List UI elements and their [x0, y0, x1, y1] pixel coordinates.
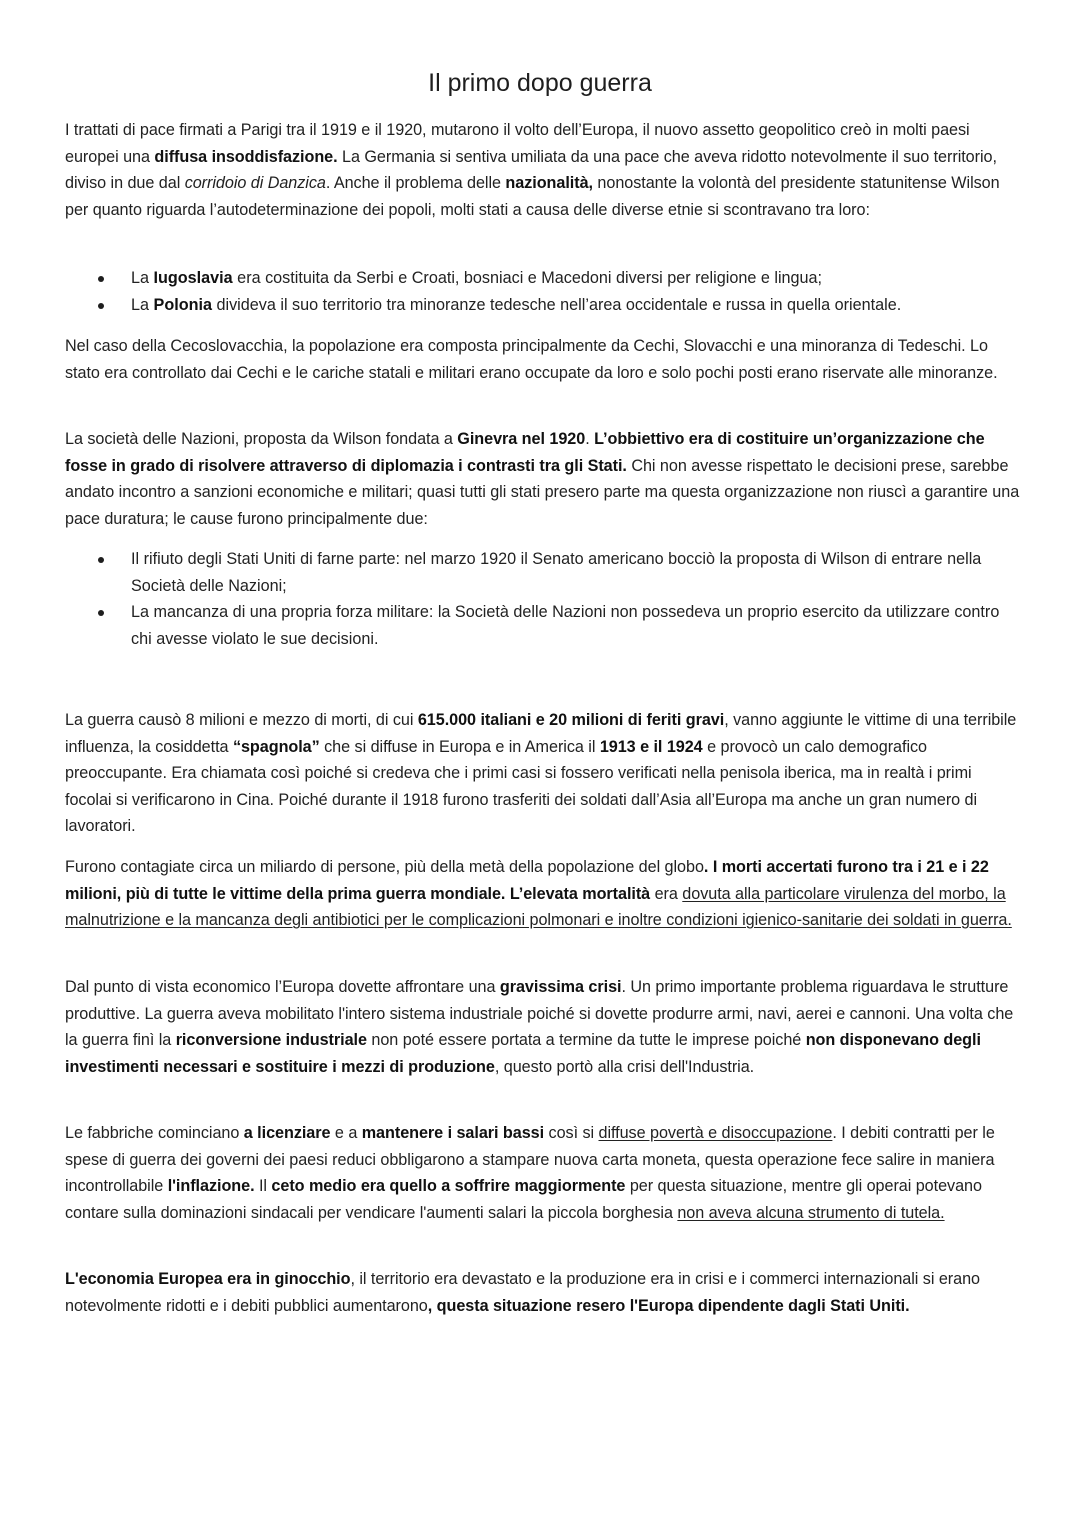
- list-item: [65, 546, 1020, 599]
- text-run: Le fabbriche cominciano: [65, 1124, 244, 1142]
- bold-run: , questa situazione resero l'Europa dipendente dagli Stati Uniti.: [427, 1296, 910, 1315]
- bold-run: ceto medio era quello a soffrire maggiormente: [271, 1177, 626, 1196]
- list-item: [65, 265, 1020, 292]
- bullet-list-causes: [65, 546, 1020, 652]
- bold-run: gravissima crisi: [499, 978, 622, 996]
- bold-run: 1913 e il 1924: [599, 737, 703, 756]
- text-run: . Anche il problema delle: [325, 174, 506, 193]
- text-run: La: [131, 269, 154, 287]
- underlined-run: dovuta alla particolare virulenza del morbo, la malnutrizione e la mancanza degli antibiotici per le complicazioni polmonari e inoltre condizioni igienico-sanitarie dei soldati in guerra.: [65, 884, 1012, 930]
- text-run: La Germania si sentiva umiliata da una pace che aveva ridotto notevolmente il suo territorio, diviso in due dal: [65, 147, 997, 193]
- text-run: divideva il suo territorio tra minoranze tedesche nell’area occidentale e russa in quella orientale.: [211, 295, 902, 314]
- text-run: . I debiti contratti per le spese di guerra dei governi dei paesi reduci obbligarono a stampare nuova carta moneta, questa operazione fece salire in maniera incontrollabile: [65, 1124, 995, 1196]
- list-item: [65, 292, 1020, 319]
- bold-run: L'economia Europea era in ginocchio: [65, 1270, 351, 1288]
- bullet-icon: [98, 557, 104, 563]
- bold-run: 615.000 italiani e 20 milioni di feriti gravi: [417, 711, 725, 729]
- bold-run: Iugoslavia: [153, 269, 233, 287]
- text-run: Chi non avesse rispettato le decisioni prese, sarebbe andato incontro a sanzioni economiche e militari; quasi tutti gli stati presero parte ma questa organizzazione non riuscì a garantire una pace duratura; le cause furono principalmente due:: [65, 456, 1020, 528]
- text-run: e a: [330, 1124, 362, 1142]
- bold-run: Polonia: [153, 295, 212, 314]
- paragraph-conclusion: [65, 1266, 1020, 1319]
- bold-run: “spagnola”: [232, 737, 320, 756]
- bold-run: mantenere i salari bassi: [361, 1124, 545, 1142]
- paragraph-treaties: [65, 117, 1020, 223]
- paragraph-czechoslovakia: Nel caso della Cecoslovacchia, la popolazione era composta principalmente da Cechi, Slovacchi e una minoranza di Tedeschi. Lo stato era controllato dai Cechi e le cariche statali e militari erano occupate da loro e solo pochi posti erano riservate alle minoranze.: [65, 337, 998, 382]
- bullet-icon: [98, 303, 104, 309]
- paragraph-war-deaths: [65, 707, 1020, 840]
- text-run: Dal punto di vista economico l’Europa dovette affrontare una: [65, 978, 500, 996]
- bold-run: non disponevano degli investimenti necessari e sostituire i mezzi di produzione: [65, 1031, 981, 1076]
- text-run: La società delle Nazioni, proposta da Wilson fondata a: [65, 430, 458, 448]
- text-run: nonostante la volontà del presidente statunitense Wilson per quanto riguarda l’autodeterminazione dei popoli, molti stati a causa delle diverse etnie si scontravano tra loro:: [65, 174, 1000, 219]
- text-run: , il territorio era devastato e la produzione era in crisi e i commerci internazionali si erano notevolmente ridotti e i debiti pubblici aumentarono: [65, 1270, 980, 1315]
- bold-run: Ginevra nel 1920: [457, 430, 586, 448]
- bold-run: riconversione industriale: [175, 1031, 367, 1050]
- text-run: , vanno aggiunte le vittime di una terribile influenza, la cosiddetta: [65, 711, 1017, 756]
- list-item: [65, 599, 1020, 652]
- text-run: Furono contagiate circa un miliardo di persone, più della metà della popolazione del globo: [65, 858, 704, 876]
- text-run: era: [650, 884, 683, 903]
- bold-run: l'inflazione.: [167, 1177, 255, 1196]
- text-run: e provocò un calo demografico preoccupante. Era chiamata così poiché si credeva che i primi casi si fossero verificati nella penisola iberica, ma in realtà i primi focolai si verificarono in Cina. Poiché durante il 1918 furono trasferiti dei soldati dall’Asia all’Europa ma anche un gran numero di lavoratori.: [65, 737, 978, 836]
- text-run: La: [131, 295, 154, 314]
- text-run: La guerra causò 8 milioni e mezzo di morti, di cui: [65, 711, 418, 729]
- bullet-icon: [98, 610, 104, 616]
- text-run: Il: [254, 1177, 272, 1196]
- text-run: che si diffuse in Europa e in America il: [319, 737, 600, 756]
- paragraph-league-of-nations: [65, 426, 1020, 532]
- bullet-list-nationalities: [65, 265, 1020, 318]
- bold-run: a licenziare: [243, 1124, 331, 1142]
- text-run: non poté essere portata a termine da tutte le imprese poiché: [366, 1031, 806, 1050]
- bold-run: L’obbiettivo era di costituire un’organizzazione che fosse in grado di risolvere attraverso di diplomazia i contrasti tra gli Stati.: [65, 430, 985, 475]
- text-run: Il rifiuto degli Stati Uniti di farne parte: nel marzo 1920 il Senato americano bocciò la proposta di Wilson di entrare nella Società delle Nazioni;: [131, 550, 982, 595]
- paragraph-spanish-flu: [65, 854, 1020, 934]
- underlined-run: diffuse povertà e disoccupazione: [598, 1124, 833, 1142]
- paragraph-inflation: [65, 1120, 1020, 1226]
- page-title: Il primo dopo guerra: [428, 69, 652, 97]
- italic-run: corridoio di Danzica: [184, 174, 326, 193]
- text-run: per questa situazione, mentre gli operai potevano contare sulla dominazioni sindacali per vendicare l'aumenti salari la piccola borghesia: [65, 1177, 982, 1222]
- text-run: I trattati di pace firmati a Parigi tra il 1919 e il 1920, mutarono il volto dell’Europa, il nuovo assetto geopolitico creò in molti paesi europei una: [65, 121, 970, 166]
- text-run: , questo portò alla crisi dell'Industria.: [494, 1057, 755, 1076]
- text-run: La mancanza di una propria forza militare: la Società delle Nazioni non possedeva un proprio esercito da utilizzare contro chi avesse violato le sue decisioni.: [131, 603, 1000, 648]
- text-run: .: [585, 430, 595, 448]
- text-run: . Un primo importante problema riguardava le strutture produttive. La guerra aveva mobilitato l'intero sistema industriale poiché si dovette produrre armi, navi, aerei e cannoni. Una volta che la guerra finì la: [65, 978, 1014, 1050]
- bullet-icon: [98, 276, 104, 282]
- text-run: così si: [544, 1124, 599, 1142]
- bold-run: diffusa insoddisfazione.: [154, 147, 338, 166]
- paragraph-economic-crisis: [65, 974, 1020, 1080]
- bold-run: nazionalità,: [505, 174, 593, 193]
- underlined-run: non aveva alcuna strumento di tutela.: [677, 1203, 945, 1222]
- text-run: era costituita da Serbi e Croati, bosniaci e Macedoni diversi per religione e lingua;: [232, 269, 823, 287]
- bold-run: . I morti accertati furono tra i 21 e i 22 milioni, più di tutte le vittime della prima guerra mondiale. L’elevata mortalità: [65, 858, 989, 903]
